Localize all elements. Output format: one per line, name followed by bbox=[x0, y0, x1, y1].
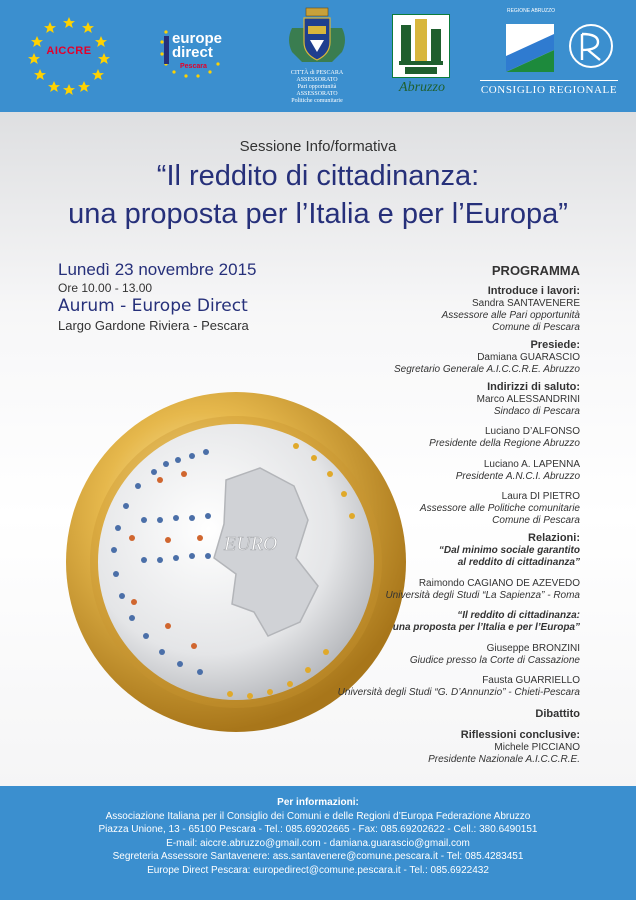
footer-heading: Per informazioni: bbox=[277, 797, 359, 808]
introduce-role-2: Comune di Pescara bbox=[492, 322, 580, 333]
riflessioni-name: Michele PICCIANO bbox=[494, 742, 580, 753]
programma-talk1-speaker bbox=[385, 578, 580, 602]
footer-line-3: E-mail: aiccre.abruzzo@gmail.com - damiana.guarascio@gmail.com bbox=[166, 837, 470, 849]
talk1-role: Università degli Studi “La Sapienza” - Roma bbox=[385, 590, 580, 601]
anci-label: Abruzzo bbox=[399, 80, 445, 95]
introduce-name: Sandra SANTAVENERE bbox=[471, 298, 580, 309]
saluto4-name: Laura DI PIETRO bbox=[501, 491, 580, 502]
footer-line-2: Piazza Unione, 13 - 65100 Pescara - Tel.: 085.69202665 - Fax: 085.69202622 - Cell.: 380.6490151 bbox=[98, 824, 538, 835]
event-title-line1: “Il reddito di cittadinanza: bbox=[156, 160, 480, 192]
saluto4-role-2: Comune di Pescara bbox=[492, 515, 580, 526]
consiglio-regionale-logo bbox=[478, 6, 620, 106]
introduce-label: Introduce i lavori: bbox=[487, 285, 580, 297]
introduce-role-1: Assessore alle Pari opportunità bbox=[441, 310, 580, 321]
saluto2-name: Luciano D’ALFONSO bbox=[484, 426, 580, 437]
programma-relazioni bbox=[439, 532, 580, 569]
regione-divider bbox=[480, 80, 618, 81]
programma-introduce bbox=[442, 285, 580, 334]
programma-talk2-speaker-2 bbox=[338, 675, 580, 699]
talk2-role-1: Giudice presso la Corte di Cassazione bbox=[409, 655, 580, 666]
programma-saluto-3 bbox=[456, 459, 580, 483]
programma-riflessioni bbox=[428, 729, 580, 766]
programma-saluto bbox=[477, 381, 580, 418]
presiede-name: Damiana GUARASCIO bbox=[477, 352, 580, 363]
event-venue: Aurum - Europe Direct bbox=[58, 296, 248, 316]
anci-logo bbox=[388, 14, 456, 98]
aiccre-logo bbox=[26, 15, 112, 95]
saluto3-name: Luciano A. LAPENNA bbox=[483, 459, 580, 470]
riflessioni-role: Presidente Nazionale A.I.C.C.R.E. bbox=[428, 754, 580, 765]
event-title-line2: una proposta per l’Italia e per l’Europa” bbox=[68, 198, 568, 230]
saluto-label: Indirizzi di saluto: bbox=[487, 381, 580, 393]
europe-direct-city: Pescara bbox=[180, 63, 207, 70]
programma-saluto-4 bbox=[420, 491, 580, 527]
programma-title: PROGRAMMA bbox=[491, 263, 580, 278]
regione-label: REGIONE ABRUZZO bbox=[506, 8, 556, 14]
anci-castle-icon bbox=[393, 15, 449, 77]
talk2-title-1: “Il reddito di cittadinanza: bbox=[457, 610, 580, 621]
talk2-name-2: Fausta GUARRIELLO bbox=[482, 675, 580, 686]
event-date: Lunedì 23 novembre 2015 bbox=[58, 260, 257, 279]
pescara-line2: ASSESSORATO bbox=[296, 77, 338, 83]
talk2-name-1: Giuseppe BRONZINI bbox=[486, 643, 580, 654]
euro-coin-label: EURO bbox=[224, 533, 278, 555]
footer-line-5: Europe Direct Pescara: europedirect@comune.pescara.it - Tel.: 085.6922432 bbox=[147, 864, 489, 876]
pescara-line5: Politiche comunitarie bbox=[291, 98, 343, 104]
talk2-title-2: una proposta per l’Italia e per l’Europa” bbox=[392, 622, 580, 633]
event-time: Ore 10.00 - 13.00 bbox=[58, 281, 153, 295]
talk1-title-1: “Dal minimo sociale garantito bbox=[438, 545, 580, 556]
programma-saluto-2 bbox=[429, 426, 580, 450]
regione-abruzzo-flag-icon bbox=[502, 20, 558, 76]
programma-talk2 bbox=[393, 610, 580, 634]
talk1-name: Raimondo CAGIANO DE AZEVEDO bbox=[418, 578, 580, 589]
event-address: Largo Gardone Riviera - Pescara bbox=[58, 318, 249, 333]
pescara-line3: Pari opportunità bbox=[297, 84, 337, 90]
pescara-line4: ASSESSORATO bbox=[296, 91, 338, 97]
footer-info bbox=[0, 796, 636, 877]
relazioni-label: Relazioni: bbox=[528, 532, 580, 544]
footer-line-4: Segreteria Assessore Santavenere: ass.santavenere@comune.pescara.it - Tel: 085.4283451 bbox=[112, 851, 524, 862]
talk2-role-2: Università degli Studi “G. D’Annunzio” - Chieti-Pescara bbox=[337, 687, 580, 698]
europe-direct-logo bbox=[158, 22, 238, 92]
presiede-label: Presiede: bbox=[530, 339, 580, 351]
consiglio-regionale-label: CONSIGLIO REGIONALE bbox=[480, 84, 618, 96]
saluto1-role: Sindaco di Pescara bbox=[493, 406, 580, 417]
coat-of-arms-icon bbox=[282, 6, 352, 68]
footer-line-1: Associazione Italiana per il Consiglio dei Comuni e delle Regioni d’Europa Federazione Abruzzo bbox=[105, 810, 531, 822]
saluto4-role-1: Assessore alle Politiche comunitarie bbox=[419, 503, 580, 514]
pescara-line1: CITTÀ di PESCARA bbox=[290, 70, 344, 76]
aiccre-label: AICCRE bbox=[46, 45, 92, 57]
anci-box bbox=[392, 14, 450, 78]
consiglio-monogram-icon bbox=[568, 20, 614, 76]
session-label: Sessione Info/formativa bbox=[239, 138, 397, 155]
programma-talk2-speaker-1 bbox=[410, 643, 580, 667]
saluto1-name: Marco ALESSANDRINI bbox=[476, 394, 580, 405]
europe-direct-line2: direct bbox=[172, 44, 213, 61]
pescara-coat-of-arms bbox=[282, 6, 352, 106]
europe-direct-line1: europe bbox=[172, 30, 223, 47]
saluto3-role: Presidente A.N.C.I. Abruzzo bbox=[455, 471, 580, 482]
presiede-role: Segretario Generale A.I.C.C.R.E. Abruzzo bbox=[393, 364, 580, 375]
saluto2-role: Presidente della Regione Abruzzo bbox=[429, 438, 580, 449]
talk1-title-2: al reddito di cittadinanza” bbox=[457, 557, 580, 568]
dibattito-label: Dibattito bbox=[535, 708, 580, 720]
programma-presiede bbox=[394, 339, 580, 376]
riflessioni-label: Riflessioni conclusive: bbox=[460, 729, 580, 741]
